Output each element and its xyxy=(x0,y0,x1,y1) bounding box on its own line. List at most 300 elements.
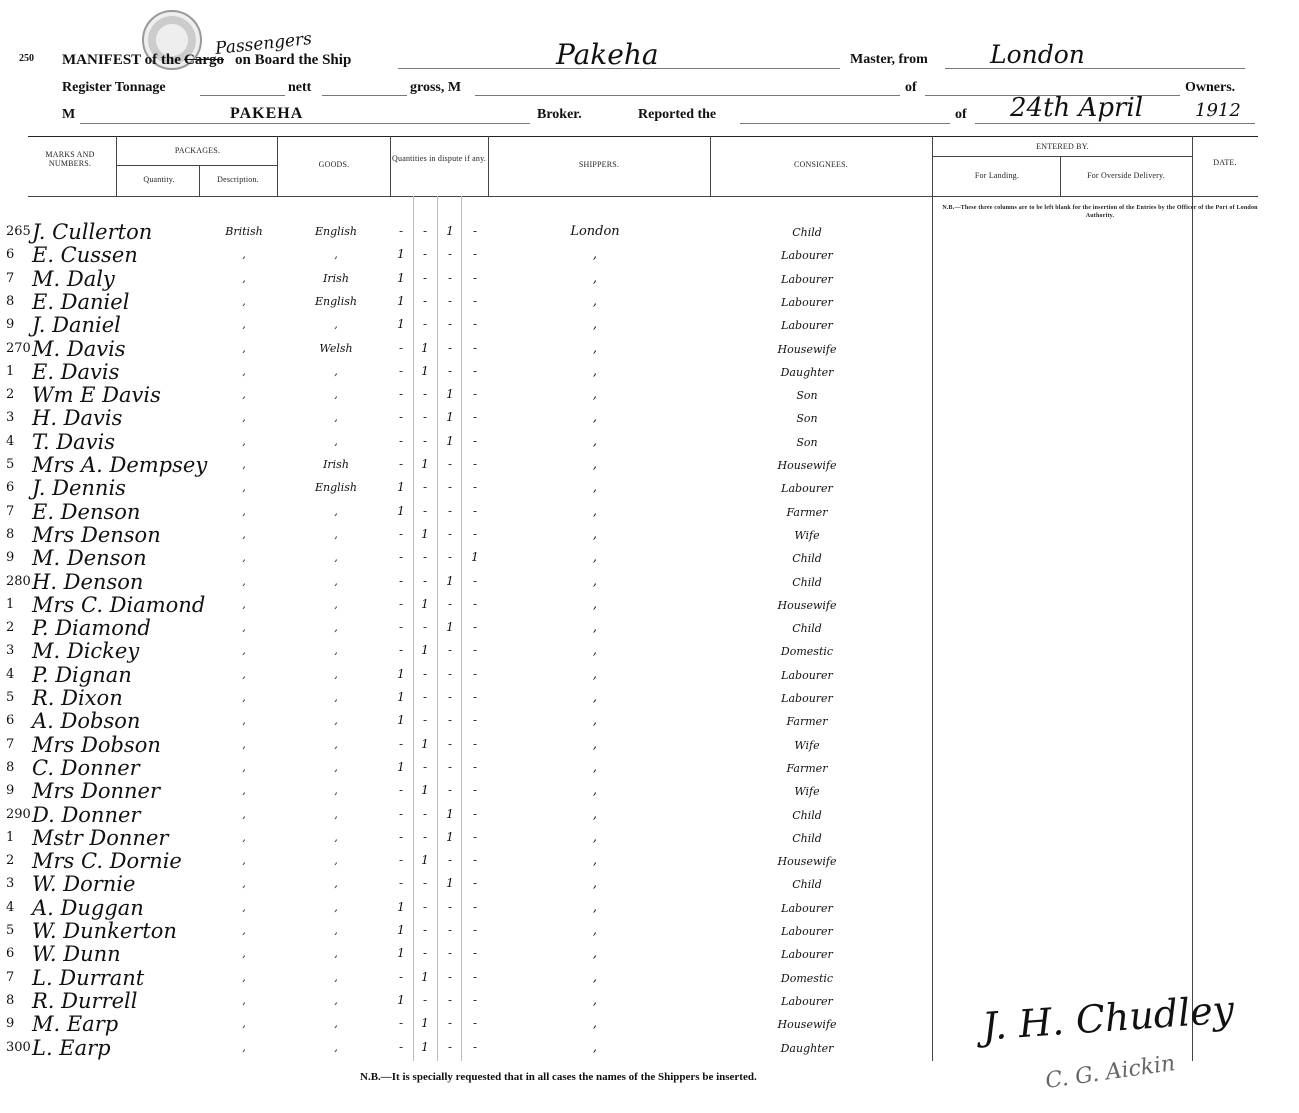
passenger-name: Mrs C. Diamond xyxy=(32,592,206,617)
nationality: , xyxy=(242,318,246,332)
age-group-1: - xyxy=(398,829,404,844)
port-of-embarkation: , xyxy=(592,853,598,869)
occupation: Child xyxy=(792,808,822,822)
row-number: 9 xyxy=(6,783,15,799)
age-group-1: - xyxy=(398,457,404,471)
passenger-name: W. Dunn xyxy=(32,942,121,967)
page-number: 250 xyxy=(19,53,34,64)
age-group-3: - xyxy=(447,946,453,961)
struck-word-cargo: Cargo xyxy=(184,52,224,68)
entered-by-rule xyxy=(933,156,1193,157)
passenger-name: W. Dunkerton xyxy=(32,919,177,943)
nationality: , xyxy=(242,388,246,402)
passenger-name: C. Donner xyxy=(32,755,140,780)
passenger-name: W. Dornie xyxy=(32,872,136,897)
passenger-name: R. Dixon xyxy=(32,686,123,710)
nationality: , xyxy=(242,714,246,728)
table-row xyxy=(0,222,1299,245)
age-group-3: - xyxy=(447,526,453,541)
origin: , xyxy=(334,993,338,1007)
age-group-1: 1 xyxy=(397,899,405,914)
of-label: of xyxy=(905,80,917,95)
report-year: 1912 xyxy=(1195,100,1241,121)
row-number: 1 xyxy=(6,829,15,845)
age-group-2: 1 xyxy=(421,643,429,658)
age-group-4: - xyxy=(472,899,478,914)
nationality: , xyxy=(242,621,246,635)
age-group-3: - xyxy=(447,340,453,355)
origin: , xyxy=(334,597,338,611)
age-group-4: - xyxy=(472,410,478,425)
occupation: Farmer xyxy=(786,715,828,729)
age-group-1: - xyxy=(398,853,404,868)
col-divider-8 xyxy=(1060,156,1061,196)
nationality: , xyxy=(242,1040,246,1054)
origin: , xyxy=(334,830,338,844)
age-group-3: - xyxy=(447,713,453,728)
row-number: 4 xyxy=(6,666,15,682)
nationality: , xyxy=(242,737,246,751)
table-row xyxy=(0,662,1299,688)
table-row xyxy=(0,802,1299,828)
port-of-embarkation: , xyxy=(592,410,598,426)
table-row xyxy=(0,548,1299,571)
gross-line xyxy=(475,95,900,96)
age-group-2: - xyxy=(422,224,428,238)
age-group-2: - xyxy=(422,480,428,495)
origin: Welsh xyxy=(319,341,353,355)
age-group-2: - xyxy=(422,713,428,728)
port-of-embarkation: , xyxy=(592,783,598,799)
age-group-1: 1 xyxy=(397,992,405,1007)
origin: , xyxy=(334,574,338,588)
table-row xyxy=(0,874,1299,897)
origin: , xyxy=(334,760,338,774)
age-group-1: - xyxy=(398,224,404,238)
nationality: , xyxy=(242,504,246,518)
row-number: 4 xyxy=(6,899,15,915)
nationality: , xyxy=(242,970,246,984)
col-overside: For Overside Delivery. xyxy=(1087,171,1165,180)
col-divider-4 xyxy=(390,136,391,196)
passenger-name: J. Daniel xyxy=(32,313,121,338)
age-group-2: - xyxy=(422,923,428,937)
packages-rule xyxy=(117,165,277,166)
row-number: 9 xyxy=(6,550,15,566)
occupation: Labourer xyxy=(781,668,833,682)
nationality: , xyxy=(242,760,246,774)
age-group-4: - xyxy=(472,620,478,635)
date-line xyxy=(975,123,1255,124)
occupation: Farmer xyxy=(786,761,828,775)
origin: , xyxy=(334,970,338,984)
port-of-embarkation: , xyxy=(592,969,598,985)
nationality: , xyxy=(242,271,246,285)
age-group-4: 1 xyxy=(471,550,479,565)
age-group-2: - xyxy=(422,806,428,821)
age-group-2: - xyxy=(422,829,428,844)
age-group-2: - xyxy=(422,247,428,262)
col-consignees: CONSIGNEES. xyxy=(794,160,848,169)
nationality: , xyxy=(242,784,246,798)
age-group-4: - xyxy=(472,876,478,891)
occupation: Wife xyxy=(794,528,820,542)
age-group-4: - xyxy=(472,573,478,588)
origin: , xyxy=(334,434,338,448)
col-entered-by: ENTERED BY. xyxy=(1036,142,1089,151)
table-row xyxy=(0,711,1299,734)
age-group-1: 1 xyxy=(397,480,405,495)
nationality: , xyxy=(242,248,246,262)
age-group-3: 1 xyxy=(446,573,454,588)
ship-stamp: PAKEHA xyxy=(230,105,304,122)
passenger-name: H. Davis xyxy=(32,406,123,431)
origin: , xyxy=(334,924,338,937)
table-row xyxy=(0,1035,1299,1061)
of-label-2: of xyxy=(955,107,967,122)
age-group-3: - xyxy=(447,643,453,658)
age-group-2: - xyxy=(422,503,428,518)
origin: , xyxy=(334,411,338,425)
col-for-landing: For Landing. xyxy=(974,171,1020,180)
nationality: , xyxy=(242,481,246,495)
occupation: Labourer xyxy=(781,925,833,938)
port-of-embarkation: , xyxy=(592,806,598,822)
age-group-4: - xyxy=(472,946,478,961)
age-group-1: - xyxy=(398,806,404,821)
row-number: 2 xyxy=(6,620,15,636)
nett-label: nett xyxy=(288,80,312,95)
occupation: Labourer xyxy=(781,482,833,496)
row-number: 4 xyxy=(6,433,15,449)
age-group-2: - xyxy=(422,620,428,635)
origin: , xyxy=(334,667,338,681)
age-group-2: - xyxy=(422,550,428,565)
port-of-embarkation: , xyxy=(592,1016,598,1032)
port-of-embarkation: , xyxy=(592,899,598,915)
age-group-3: - xyxy=(447,992,453,1007)
nationality: , xyxy=(242,667,246,681)
nationality: , xyxy=(242,551,246,565)
port-of-embarkation: , xyxy=(592,620,598,636)
table-row xyxy=(0,385,1299,408)
age-group-4: - xyxy=(472,480,478,495)
m-label: M xyxy=(62,107,76,122)
age-group-2: - xyxy=(422,317,428,332)
origin: , xyxy=(334,388,338,402)
nationality: , xyxy=(242,900,246,914)
origin: English xyxy=(315,294,357,308)
port-of-embarkation: , xyxy=(592,713,598,729)
origin: Irish xyxy=(323,458,349,471)
signature-primary: J. H. Chudley xyxy=(980,987,1236,1049)
col-shippers: SHIPPERS. xyxy=(578,160,620,169)
port-of-embarkation: , xyxy=(592,293,598,309)
table-row xyxy=(0,688,1299,711)
nationality: , xyxy=(242,294,246,308)
passenger-name: L. Earp xyxy=(32,1035,111,1060)
age-group-2: 1 xyxy=(421,853,429,868)
gross-label: gross, M xyxy=(410,80,462,95)
nationality: , xyxy=(242,597,246,611)
age-group-4: - xyxy=(472,923,478,937)
passenger-name: R. Durrell xyxy=(32,988,138,1013)
age-group-3: - xyxy=(447,923,453,937)
age-group-4: - xyxy=(472,340,478,355)
age-group-1: - xyxy=(398,410,404,425)
nationality: , xyxy=(242,854,246,868)
passenger-name: J. Cullerton xyxy=(32,220,153,244)
age-group-1: 1 xyxy=(397,946,405,961)
origin: , xyxy=(334,947,338,961)
passenger-name: T. Davis xyxy=(32,429,115,454)
age-group-3: - xyxy=(447,759,453,774)
port-of-embarkation: , xyxy=(592,829,598,845)
passenger-name: D. Donner xyxy=(32,802,141,827)
age-group-2: - xyxy=(422,666,428,681)
header-bottom-rule xyxy=(28,196,1258,197)
port-of-embarkation: , xyxy=(592,759,598,775)
port-of-embarkation: , xyxy=(592,317,598,333)
origin: , xyxy=(334,807,338,821)
col-divider-5 xyxy=(488,136,489,196)
table-row xyxy=(0,245,1299,268)
port-of-embarkation: , xyxy=(592,247,598,263)
table-row xyxy=(0,522,1299,548)
table-row xyxy=(0,569,1299,595)
occupation: Son xyxy=(796,412,818,426)
age-group-2: - xyxy=(422,573,428,588)
port-of-embarkation: , xyxy=(592,736,598,752)
row-number: 3 xyxy=(6,643,15,659)
age-group-4: - xyxy=(472,457,478,471)
port-of-embarkation: , xyxy=(592,387,598,403)
age-group-1: - xyxy=(398,969,404,984)
table-row xyxy=(0,895,1299,921)
occupation: Wife xyxy=(794,785,820,799)
row-number: 7 xyxy=(6,736,15,752)
table-row xyxy=(0,825,1299,851)
nationality: , xyxy=(242,574,246,588)
port-of-embarkation: , xyxy=(592,666,598,682)
age-group-4: - xyxy=(472,783,478,798)
age-group-4: - xyxy=(472,736,478,751)
port-of-embarkation: , xyxy=(592,270,598,286)
nationality: , xyxy=(242,807,246,821)
origin: , xyxy=(334,784,338,798)
age-group-1: 1 xyxy=(397,270,405,285)
origin: , xyxy=(334,621,338,635)
age-group-1: - xyxy=(398,433,404,448)
signature-secondary: C. G. Aickin xyxy=(1043,1051,1177,1094)
age-group-3: - xyxy=(447,457,453,471)
origin: , xyxy=(334,691,338,704)
passenger-name: Mrs C. Dornie xyxy=(32,849,182,874)
age-group-3: - xyxy=(447,270,453,285)
port-of-embarkation: , xyxy=(592,550,598,566)
row-number: 6 xyxy=(6,480,15,496)
origin: , xyxy=(334,1017,338,1031)
passenger-name: A. Dobson xyxy=(32,709,141,734)
row-number: 1 xyxy=(6,363,15,379)
origin: , xyxy=(334,318,338,332)
row-number: 290 xyxy=(6,806,31,822)
age-group-1: 1 xyxy=(397,923,405,937)
nationality: , xyxy=(242,527,246,541)
passenger-name: Mrs A. Dempsey xyxy=(32,453,208,477)
age-group-3: - xyxy=(447,1039,453,1054)
passenger-name: M. Davis xyxy=(32,336,126,361)
age-group-1: 1 xyxy=(397,690,405,704)
origin: , xyxy=(334,1040,338,1054)
occupation: Domestic xyxy=(780,971,834,985)
occupation: Labourer xyxy=(781,249,833,263)
age-group-2: - xyxy=(422,759,428,774)
passenger-name: Mstr Donner xyxy=(32,825,169,850)
row-number: 9 xyxy=(6,1016,15,1032)
age-group-4: - xyxy=(472,596,478,611)
age-group-1: - xyxy=(398,340,404,355)
occupation: Wife xyxy=(794,738,820,752)
occupation: Domestic xyxy=(780,645,834,659)
age-group-3: 1 xyxy=(446,620,454,635)
col-divider-1 xyxy=(116,136,117,196)
occupation: Labourer xyxy=(781,272,833,286)
row-number: 8 xyxy=(6,526,15,542)
age-group-1: - xyxy=(398,1016,404,1031)
port-of-embarkation: , xyxy=(592,643,598,659)
age-group-4: - xyxy=(472,503,478,518)
age-group-2: 1 xyxy=(421,526,429,541)
row-number: 7 xyxy=(6,270,15,286)
age-group-1: 1 xyxy=(397,503,405,518)
col-dispute: Quantities in dispute if any. xyxy=(392,154,486,163)
row-number: 7 xyxy=(6,503,15,519)
manifest-title-mid: on Board the Ship xyxy=(235,52,352,68)
occupation: Child xyxy=(792,831,822,845)
port-of-embarkation: , xyxy=(592,503,598,519)
age-group-3: - xyxy=(447,899,453,914)
age-group-3: 1 xyxy=(446,224,454,238)
report-date: 24th April xyxy=(1010,93,1144,123)
age-group-1: - xyxy=(398,550,404,565)
age-group-1: 1 xyxy=(397,247,405,262)
passenger-name: E. Cussen xyxy=(32,243,138,268)
col-packages: PACKAGES. xyxy=(174,146,221,155)
port-of-embarkation: , xyxy=(592,363,598,379)
age-group-4: - xyxy=(472,293,478,308)
occupation: Child xyxy=(792,575,822,589)
origin: Irish xyxy=(323,271,349,285)
age-group-2: 1 xyxy=(421,596,429,611)
origin: , xyxy=(334,527,338,541)
col-goods: GOODS. xyxy=(318,160,350,169)
passenger-name: H. Denson xyxy=(32,569,144,594)
row-number: 8 xyxy=(6,293,15,309)
port-of-embarkation: , xyxy=(592,1039,598,1055)
age-group-4: - xyxy=(472,526,478,541)
age-group-4: - xyxy=(472,666,478,681)
row-number: 8 xyxy=(6,992,15,1008)
nationality: , xyxy=(242,434,246,448)
nett-line xyxy=(322,95,407,96)
age-group-4: - xyxy=(472,713,478,728)
col-date: DATE. xyxy=(1213,158,1237,167)
table-row xyxy=(0,965,1299,991)
occupation: Child xyxy=(792,878,822,892)
origin: , xyxy=(334,504,338,518)
age-group-2: 1 xyxy=(421,340,429,355)
table-row xyxy=(0,851,1299,874)
nationality: , xyxy=(242,947,246,961)
nationality: , xyxy=(242,830,246,844)
manifest-title-prefix: MANIFEST of the xyxy=(62,52,181,68)
origin: , xyxy=(334,877,338,891)
age-group-2: 1 xyxy=(421,363,429,378)
register-tonnage-label: Register Tonnage xyxy=(62,80,166,95)
occupation: Farmer xyxy=(786,505,828,519)
origin: , xyxy=(334,900,338,914)
nationality: British xyxy=(225,225,263,238)
table-row xyxy=(0,499,1299,525)
age-group-4: - xyxy=(472,690,478,704)
age-group-3: - xyxy=(447,969,453,984)
age-group-1: - xyxy=(398,876,404,891)
age-group-4: - xyxy=(472,433,478,448)
register-line xyxy=(200,95,285,96)
age-group-1: 1 xyxy=(397,293,405,308)
ship-name: Pakeha xyxy=(556,38,659,71)
nationality: , xyxy=(242,644,246,658)
age-group-2: - xyxy=(422,899,428,914)
row-number: 270 xyxy=(6,340,31,356)
row-number: 300 xyxy=(6,1039,31,1055)
table-row xyxy=(0,266,1299,292)
age-group-4: - xyxy=(472,643,478,658)
table-row xyxy=(0,755,1299,781)
passenger-name: M. Earp xyxy=(32,1012,119,1037)
occupation: Daughter xyxy=(780,1041,834,1055)
occupation: Child xyxy=(792,226,822,239)
age-group-2: - xyxy=(422,690,428,704)
age-group-4: - xyxy=(472,853,478,868)
age-group-3: - xyxy=(447,666,453,681)
age-group-3: 1 xyxy=(446,410,454,425)
age-group-3: 1 xyxy=(446,387,454,402)
passenger-name: M. Denson xyxy=(32,546,147,571)
age-group-1: - xyxy=(398,526,404,541)
table-row xyxy=(0,408,1299,431)
passenger-name: J. Dennis xyxy=(32,476,126,501)
row-number: 6 xyxy=(6,247,15,263)
age-group-2: - xyxy=(422,876,428,891)
nationality: , xyxy=(242,411,246,425)
row-number: 265 xyxy=(6,224,31,239)
occupation: Labourer xyxy=(781,994,833,1008)
age-group-3: 1 xyxy=(446,829,454,844)
age-group-4: - xyxy=(472,759,478,774)
nationality: , xyxy=(242,924,246,937)
occupation: Labourer xyxy=(781,692,833,705)
nationality: , xyxy=(242,1017,246,1031)
reported-label: Reported the xyxy=(638,107,717,122)
port-of-embarkation: , xyxy=(592,946,598,962)
age-group-1: - xyxy=(398,387,404,402)
age-group-1: - xyxy=(398,363,404,378)
row-number: 9 xyxy=(6,317,15,333)
occupation: Labourer xyxy=(781,901,833,915)
age-group-4: - xyxy=(472,317,478,332)
